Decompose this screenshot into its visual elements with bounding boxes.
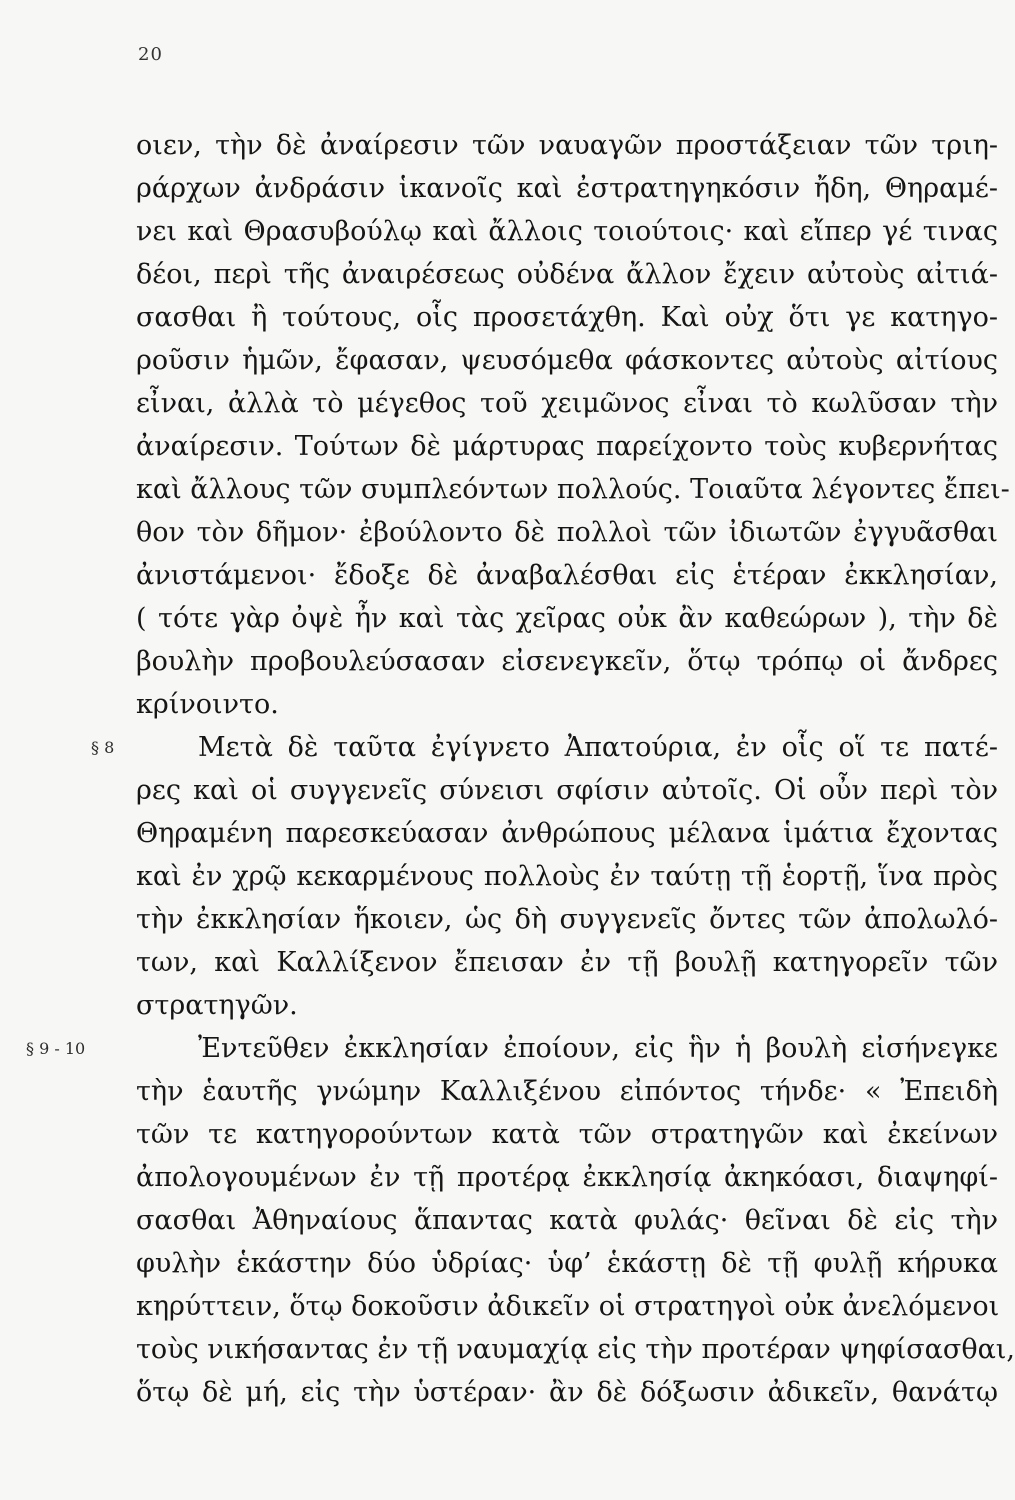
line-text: εἶναι, ἀλλὰ τὸ μέγεθος τοῦ χειμῶνος εἶναι τὸ κωλῦσαν τὴν — [136, 388, 998, 419]
line-text: ὅτῳ δὲ μή, εἰς τὴν ὑστέραν· ἂν δὲ δόξωσιν ἀδικεῖν, θανάτῳ — [136, 1377, 998, 1408]
line-text: των, καὶ Καλλίξενον ἔπεισαν ἐν τῇ βουλῇ κατηγορεῖν τῶν — [136, 947, 998, 978]
text-line — [136, 554, 998, 597]
line-text: οιεν, τὴν δὲ ἀναίρεσιν τῶν ναυαγῶν προστάξειαν τῶν τριη- — [136, 130, 998, 161]
line-text: τῶν τε κατηγορούντων κατὰ τῶν στρατηγῶν καὶ ἐκείνων — [136, 1119, 998, 1150]
text-line — [136, 984, 998, 1027]
text-line — [136, 1113, 998, 1156]
line-text: τοὺς νικήσαντας ἐν τῇ ναυμαχίᾳ εἰς τὴν προτέραν ψηφίσασθαι, — [136, 1334, 1015, 1365]
line-text: τὴν ἐκκλησίαν ἥκοιεν, ὡς δὴ συγγενεῖς ὄντες τῶν ἀπολωλό- — [136, 904, 998, 935]
line-text: ἀναίρεσιν. Τούτων δὲ μάρτυρας παρείχοντο τοὺς κυβερνήτας — [136, 431, 998, 462]
text-line — [136, 296, 998, 339]
section-reference: § 9 - 10 — [26, 1039, 86, 1058]
text-line — [136, 1070, 998, 1113]
line-text: ρες καὶ οἱ συγγενεῖς σύνεισι σφίσιν αὐτοῖς. Οἱ οὖν περὶ τὸν — [136, 775, 998, 806]
line-text: φυλὴν ἑκάστην δύο ὑδρίας· ὑφ’ ἑκάστῃ δὲ τῇ φυλῇ κήρυκα — [136, 1248, 998, 1279]
line-text: βουλὴν προβουλεύσασαν εἰσενεγκεῖν, ὅτῳ τρόπῳ οἱ ἄνδρες — [136, 646, 998, 677]
text-line — [136, 812, 998, 855]
text-line — [136, 468, 1010, 511]
line-text: ( τότε γὰρ ὀψὲ ἦν καὶ τὰς χεῖρας οὐκ ἂν καθεώρων ), τὴν δὲ — [136, 603, 998, 634]
text-line — [136, 1285, 998, 1328]
text-line — [136, 941, 998, 984]
text-line — [136, 210, 998, 253]
line-text: ράρχων ἀνδράσιν ἱκανοῖς καὶ ἐστρατηγηκόσιν ἤδη, Θηραμέ- — [136, 173, 998, 204]
line-text: στρατηγῶν. — [136, 990, 298, 1021]
line-text: καὶ ἐν χρῷ κεκαρμένους πολλοὺς ἐν ταύτῃ τῇ ἑορτῇ, ἵνα πρὸς — [136, 861, 998, 892]
text-line — [136, 253, 998, 296]
text-line — [136, 640, 998, 683]
line-text: κρίνοιντο. — [136, 689, 279, 720]
line-text: καὶ ἄλλους τῶν συμπλεόντων πολλούς. Τοιαῦτα λέγοντες ἔπει- — [136, 474, 1010, 505]
text-line — [136, 124, 998, 167]
text-line — [136, 855, 998, 898]
line-text: τὴν ἑαυτῆς γνώμην Καλλιξένου εἰπόντος τήνδε· « Ἐπειδὴ — [136, 1076, 998, 1107]
text-line — [136, 597, 998, 640]
line-text: κηρύττειν, ὅτῳ δοκοῦσιν ἀδικεῖν οἱ στρατηγοὶ οὐκ ἀνελόμενοι — [136, 1291, 1000, 1322]
page-number: 20 — [138, 44, 163, 65]
line-text: ἀνιστάμενοι· ἔδοξε δὲ ἀναβαλέσθαι εἰς ἑτέραν ἐκκλησίαν, — [136, 560, 998, 591]
text-line — [136, 339, 998, 382]
line-text: ροῦσιν ἡμῶν, ἔφασαν, ψευσόμεθα φάσκοντες αὐτοὺς αἰτίους — [136, 345, 998, 376]
text-line — [136, 382, 998, 425]
greek-text-block — [26, 124, 1015, 1414]
line-text: σασθαι ἢ τούτους, οἷς προσετάχθη. Καὶ οὐχ ὅτι γε κατηγο- — [136, 302, 998, 333]
text-line — [136, 1328, 1015, 1371]
line-text: δέοι, περὶ τῆς ἀναιρέσεως οὐδένα ἄλλον ἔχειν αὐτοὺς αἰτιά- — [136, 259, 998, 290]
text-line — [136, 1156, 998, 1199]
section-reference: § 8 — [91, 738, 115, 757]
text-line — [136, 1371, 998, 1414]
line-text: Μετὰ δὲ ταῦτα ἐγίγνετο Ἀπατούρια, ἐν οἷς οἵ τε πατέ- — [198, 732, 998, 763]
text-line — [136, 511, 998, 554]
text-line — [136, 898, 998, 941]
text-line — [136, 425, 998, 468]
text-line — [91, 726, 998, 769]
text-line — [136, 1199, 998, 1242]
text-line — [136, 1242, 998, 1285]
text-line — [136, 769, 998, 812]
line-text: Θηραμένη παρεσκεύασαν ἀνθρώπους μέλανα ἱμάτια ἔχοντας — [136, 818, 998, 849]
line-text: ἀπολογουμένων ἐν τῇ προτέρᾳ ἐκκλησίᾳ ἀκηκόασι, διαψηφί- — [136, 1162, 998, 1193]
text-line — [26, 1027, 998, 1070]
line-text: θον τὸν δῆμον· ἐβούλοντο δὲ πολλοὶ τῶν ἰδιωτῶν ἐγγυᾶσθαι — [136, 517, 998, 548]
text-line — [136, 167, 998, 210]
line-text: νει καὶ Θρασυβούλῳ καὶ ἄλλοις τοιούτοις· καὶ εἴπερ γέ τινας — [136, 216, 998, 247]
text-line — [136, 683, 998, 726]
line-text: Ἐντεῦθεν ἐκκλησίαν ἐποίουν, εἰς ἣν ἡ βουλὴ εἰσήνεγκε — [198, 1033, 998, 1064]
line-text: σασθαι Ἀθηναίους ἅπαντας κατὰ φυλάς· θεῖναι δὲ εἰς τὴν — [136, 1205, 998, 1236]
